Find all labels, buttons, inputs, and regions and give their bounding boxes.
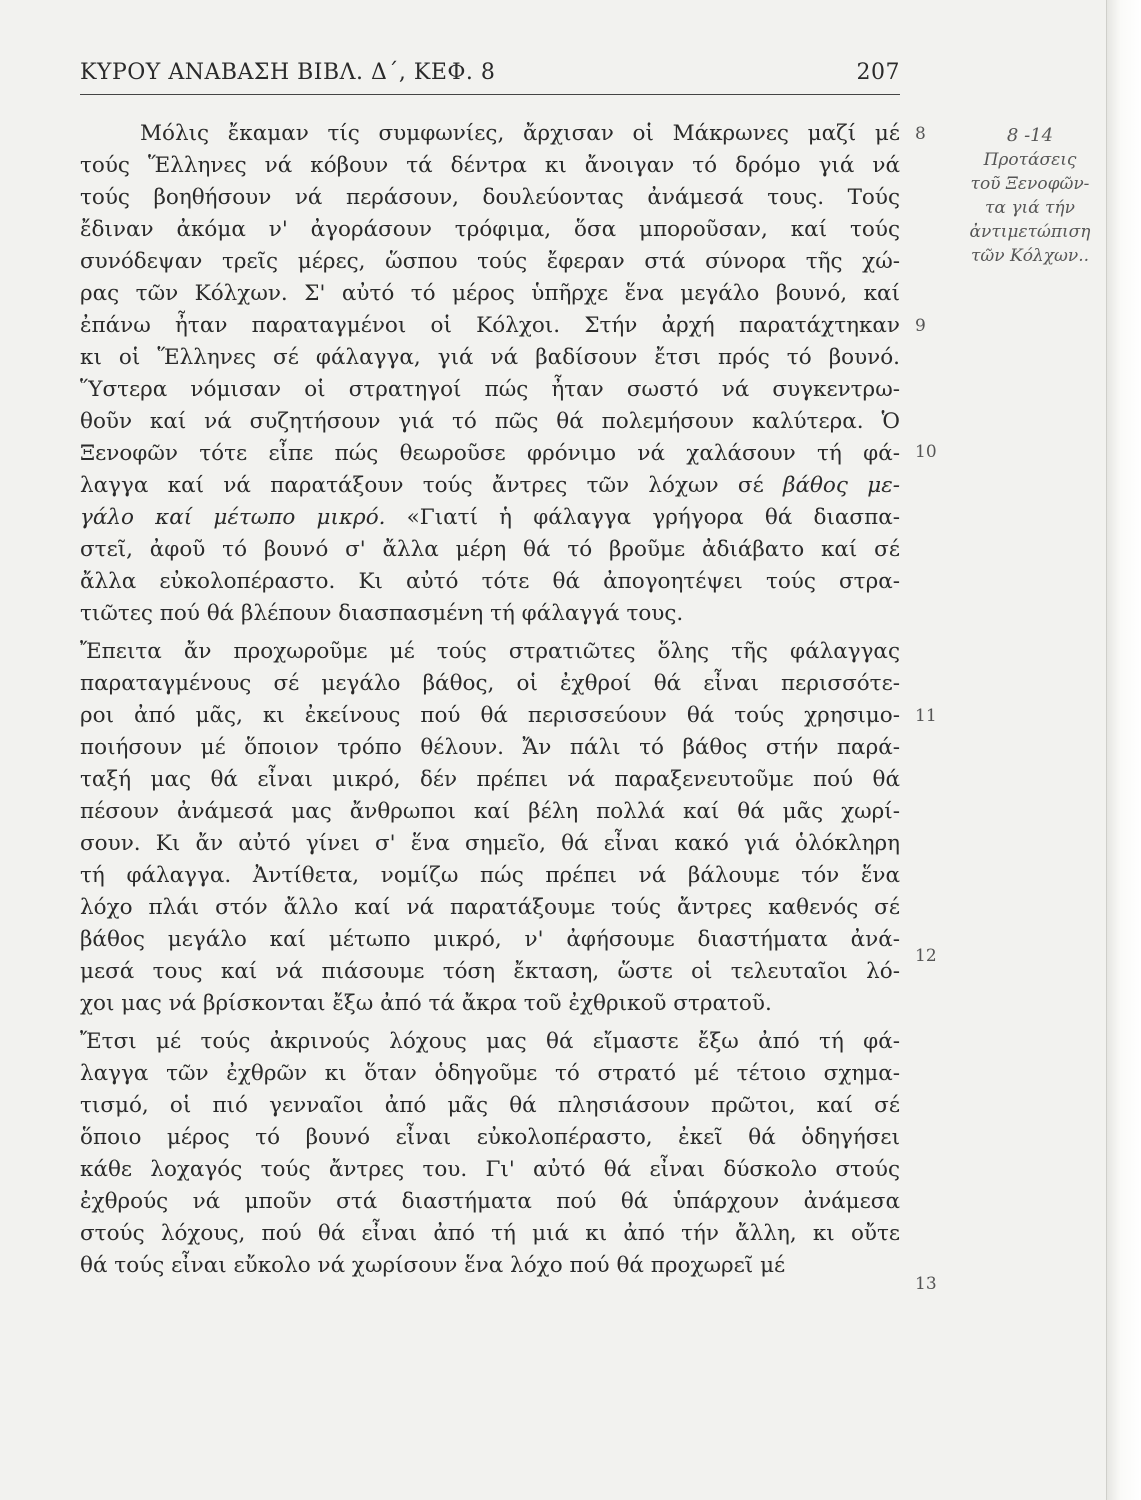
text-line: τούς Ἕλληνες νά κόβουν τά δέντρα κι ἄνοιγαν τό δρόμο γιά νά: [80, 153, 900, 178]
emphasis-text: γάλο καί μέτωπο μικρό.: [80, 505, 386, 530]
margin-note-line: τοῦ Ξενοφῶν-: [970, 174, 1090, 194]
text-line: μεσά τους καί νά πιάσουμε τόση ἔκταση, ὥστε οἱ τελευταῖοι λό-: [80, 959, 900, 984]
text-line: ροι ἀπό μᾶς, κι ἐκείνους πού θά περισσεύουν θά τούς χρησιμο-: [80, 703, 900, 728]
text-line: ὅποιο μέρος τό βουνό εἶναι εὐκολοπέραστο, ἐκεῖ θά ὁδηγήσει: [80, 1125, 900, 1150]
header-rule: [80, 94, 900, 95]
page-number: 207: [856, 60, 900, 85]
text-line: σουν. Κι ἄν αὐτό γίνει σ' ἕνα σημεῖο, θά εἶναι κακό γιά ὁλόκληρη: [80, 831, 900, 856]
text-line: ἄλλα εὐκολοπέραστο. Κι αὐτό τότε θά ἀπογοητέψει τούς στρα-: [80, 569, 900, 594]
verse-number: 13: [915, 1274, 937, 1294]
paragraph-1: [80, 118, 900, 630]
text-line: τούς βοηθήσουν νά περάσουν, δουλεύοντας ἀνάμεσά τους. Τούς: [80, 185, 900, 210]
text-line: πέσουν ἀνάμεσά μας ἄνθρωποι καί βέλη πολλά καί θά μᾶς χωρί-: [80, 799, 900, 824]
text-line: Ἔτσι μέ τούς ἀκρινούς λόχους μας θά εἴμαστε ἔξω ἀπό τή φά-: [80, 1029, 900, 1054]
verse-number: 9: [915, 316, 926, 336]
page-edge: [1106, 0, 1141, 1500]
text-line: λόχο πλάι στόν ἄλλο καί νά παρατάξουμε τούς ἄντρες καθενός σέ: [80, 895, 900, 920]
paragraph-3: [80, 1026, 900, 1282]
margin-note-line: τῶν Κόλχων..: [970, 246, 1090, 266]
text-line: γάλο καί μέτωπο μικρό. «Γιατί ἡ φάλαγγα γρήγορα θά διασπα-: [80, 505, 900, 530]
text-line: παραταγμένους σέ μεγάλο βάθος, οἱ ἐχθροί θά εἶναι περισσότε-: [80, 671, 900, 696]
text-line: ἐχθρούς νά μποῦν στά διαστήματα πού θά ὑπάρχουν ἀνάμεσα: [80, 1189, 900, 1214]
text-line: θά τούς εἶναι εὔκολο νά χωρίσουν ἕνα λόχο πού θά προχωρεῖ μέ: [80, 1253, 786, 1278]
emphasis-text: βάθος με-: [783, 473, 900, 498]
text-line: στούς λόχους, πού θά εἶναι ἀπό τή μιά κι ἀπό τήν ἄλλη, κι οὔτε: [80, 1221, 900, 1246]
text-line: συνόδεψαν τρεῖς μέρες, ὥσπου τούς ἔφεραν στά σύνορα τῆς χώ-: [80, 249, 900, 274]
text-line: λαγγα καί νά παρατάξουν τούς ἄντρες τῶν λόχων σέ βάθος με-: [80, 473, 900, 498]
text-line: Ἔπειτα ἄν προχωροῦμε μέ τούς στρατιῶτες ὅλης τῆς φάλαγγας: [80, 639, 900, 664]
verse-number: 10: [915, 442, 937, 462]
text-line: ἐπάνω ἦταν παραταγμένοι οἱ Κόλχοι. Στήν ἀρχή παρατάχτηκαν: [80, 313, 900, 338]
text-line: ταξή μας θά εἶναι μικρό, δέν πρέπει νά παραξενευτοῦμε πού θά: [80, 767, 900, 792]
text-line: Μόλις ἔκαμαν τίς συμφωνίες, ἄρχισαν οἱ Μάκρωνες μαζί μέ: [140, 121, 900, 146]
text-line: τή φάλαγγα. Ἀντίθετα, νομίζω πώς πρέπει νά βάλουμε τόν ἕνα: [80, 863, 900, 888]
main-text: [80, 118, 900, 1288]
verse-number: 11: [915, 706, 937, 726]
margin-note-line: ἀντιμετώπιση: [969, 222, 1091, 242]
paragraph-2: [80, 636, 900, 1020]
verse-number: 8: [915, 124, 926, 144]
text-line: κι οἱ Ἕλληνες σέ φάλαγγα, γιά νά βαδίσουν ἔτσι πρός τό βουνό.: [80, 345, 900, 370]
text-line: χοι μας νά βρίσκονται ἔξω ἀπό τά ἄκρα τοῦ ἐχθρικοῦ στρατοῦ.: [80, 991, 772, 1016]
text-line: ρας τῶν Κόλχων. Σ' αὐτό τό μέρος ὑπῆρχε ἕνα μεγάλο βουνό, καί: [80, 281, 900, 306]
text-line: τιῶτες πού θά βλέπουν διασπασμένη τή φάλαγγά τους.: [80, 601, 684, 626]
text-line: λαγγα τῶν ἐχθρῶν κι ὅταν ὁδηγοῦμε τό στρατό μέ τέτοιο σχημα-: [80, 1061, 900, 1086]
text-line: ποιήσουν μέ ὅποιον τρόπο θέλουν. Ἄν πάλι τό βάθος στήν παρά-: [80, 735, 900, 760]
text-line: θοῦν καί νά συζητήσουν γιά τό πῶς θά πολεμήσουν καλύτερα. Ὁ: [80, 409, 900, 434]
margin-note-range: 8 -14: [1006, 125, 1054, 146]
running-title: ΚΥΡΟΥ ΑΝΑΒΑΣΗ ΒΙΒΛ. Δ΄, ΚΕΦ. 8: [80, 60, 496, 85]
text-line: ἔδιναν ἀκόμα ν' ἀγοράσουν τρόφιμα, ὅσα μποροῦσαν, καί τούς: [80, 217, 900, 242]
running-header: [80, 58, 900, 92]
text-line: Ξενοφῶν τότε εἶπε πώς θεωροῦσε φρόνιμο νά χαλάσουν τή φά-: [80, 441, 900, 466]
margin-note: [955, 124, 1105, 268]
text-line: βάθος μεγάλο καί μέτωπο μικρό, ν' ἀφήσουμε διαστήματα ἀνά-: [80, 927, 900, 952]
verse-number: 12: [915, 946, 937, 966]
text-line: Ὕστερα νόμισαν οἱ στρατηγοί πώς ἦταν σωστό νά συγκεντρω-: [80, 377, 900, 402]
text-line: στεῖ, ἀφοῦ τό βουνό σ' ἄλλα μέρη θά τό βροῦμε ἀδιάβατο καί σέ: [80, 537, 900, 562]
text-line: κάθε λοχαγός τούς ἄντρες του. Γι' αὐτό θά εἶναι δύσκολο στούς: [80, 1157, 900, 1182]
margin-note-line: τα γιά τήν: [985, 198, 1075, 218]
text-line: τισμό, οἱ πιό γενναῖοι ἀπό μᾶς θά πλησιάσουν πρῶτοι, καί σέ: [80, 1093, 900, 1118]
margin-note-line: Προτάσεις: [983, 150, 1077, 170]
